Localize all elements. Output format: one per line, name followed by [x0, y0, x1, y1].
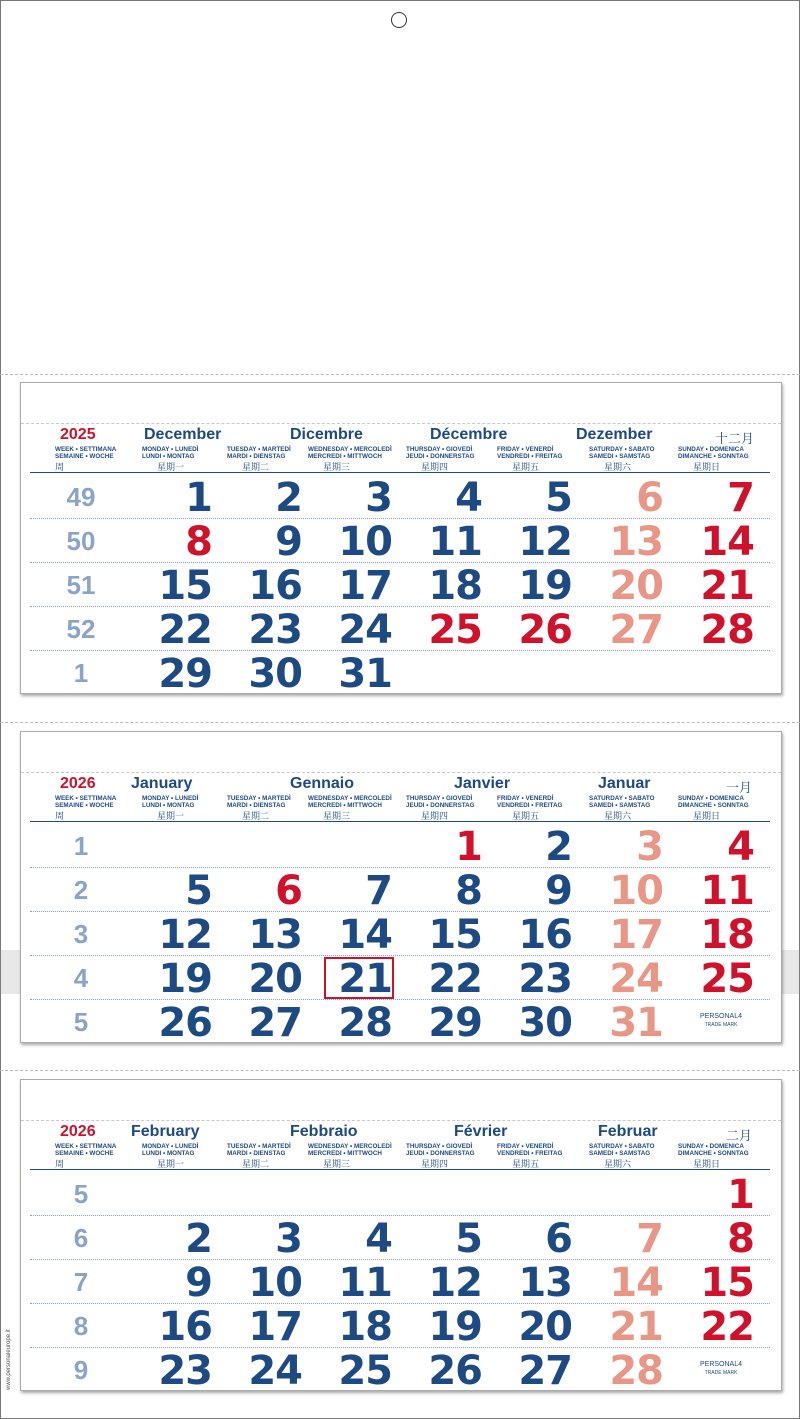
- month-panel: [20, 382, 782, 697]
- weekday-header-chinese: 星期二: [242, 462, 270, 472]
- day-number[interactable]: 25: [338, 1348, 392, 1394]
- week-number: 3: [73, 919, 89, 949]
- week-number: 5: [73, 1179, 89, 1209]
- day-number[interactable]: 11: [428, 519, 482, 565]
- month-name: Décembre: [430, 426, 508, 443]
- day-number[interactable]: 12: [518, 519, 572, 565]
- weekday-header-en-it: SATURDAY • SABATO: [589, 1143, 655, 1150]
- month-name: February: [131, 1123, 200, 1140]
- day-number[interactable]: 5: [545, 475, 572, 521]
- day-number[interactable]: 5: [455, 1216, 482, 1262]
- month-name: Febbraio: [290, 1123, 358, 1140]
- day-number[interactable]: 28: [338, 1000, 392, 1046]
- weekday-header-en-it: THURSDAY • GIOVEDÌ: [406, 446, 473, 453]
- weekday-header-en-it: SATURDAY • SABATO: [589, 446, 655, 453]
- year-label: 2025: [60, 426, 96, 443]
- weekday-header-fr-de: DIMANCHE • SONNTAG: [678, 453, 749, 460]
- weekday-header-fr-de: SEMAINE • WOCHE: [55, 1150, 114, 1157]
- day-number[interactable]: 18: [428, 563, 482, 609]
- weekday-header-en-it: THURSDAY • GIOVEDÌ: [406, 795, 473, 802]
- day-number[interactable]: 6: [636, 475, 663, 521]
- day-number[interactable]: 10: [609, 868, 663, 914]
- day-number[interactable]: 24: [248, 1348, 302, 1394]
- day-number[interactable]: 4: [727, 824, 754, 870]
- row-divider: [30, 650, 770, 651]
- day-number[interactable]: 27: [609, 607, 663, 653]
- day-number[interactable]: 7: [636, 1216, 663, 1262]
- day-number[interactable]: 29: [158, 651, 212, 697]
- weekday-header-chinese: 周: [55, 811, 65, 821]
- week-number: 8: [73, 1311, 89, 1341]
- trade-mark: TRADE MARK: [704, 1370, 738, 1376]
- weekday-header-chinese: 星期一: [157, 811, 185, 821]
- weekday-header: [227, 446, 291, 460]
- weekday-header: [589, 446, 655, 460]
- weekday-header: [406, 1143, 475, 1157]
- weekday-header-en-it: MONDAY • LUNEDÌ: [142, 1143, 199, 1150]
- day-number[interactable]: 27: [248, 1000, 302, 1046]
- weekday-header: [589, 1143, 655, 1157]
- weekday-header-chinese: 星期六: [604, 1159, 632, 1169]
- week-number: 50: [66, 526, 96, 556]
- day-number[interactable]: 15: [700, 1260, 754, 1306]
- month-name: Gennaio: [290, 775, 355, 792]
- weekday-header-chinese: 周: [55, 462, 65, 472]
- day-number[interactable]: 3: [636, 824, 663, 870]
- day-number[interactable]: 2: [275, 475, 302, 521]
- weekday-header-chinese: 星期五: [512, 462, 540, 472]
- day-number[interactable]: 29: [428, 1000, 482, 1046]
- day-number[interactable]: 11: [700, 868, 754, 914]
- week-number: 1: [73, 658, 89, 688]
- day-number[interactable]: 14: [338, 912, 392, 958]
- day-number[interactable]: 9: [545, 868, 572, 914]
- day-number[interactable]: 13: [248, 912, 302, 958]
- weekday-header: [497, 446, 562, 460]
- weekday-header-chinese: 星期一: [157, 462, 185, 472]
- weekday-header-chinese: 周: [55, 1159, 65, 1169]
- weekday-header-fr-de: LUNDI • MONTAG: [142, 802, 195, 809]
- weekday-header-en-it: MONDAY • LUNEDÌ: [142, 795, 199, 802]
- day-number[interactable]: 30: [518, 1000, 572, 1046]
- weekday-header-en-it: WEDNESDAY • MERCOLEDÌ: [308, 446, 392, 453]
- day-number[interactable]: 16: [248, 563, 302, 609]
- weekday-header-fr-de: VENDREDI • FREITAG: [497, 1150, 563, 1157]
- week-number: 51: [66, 570, 96, 600]
- day-number[interactable]: 2: [185, 1216, 212, 1262]
- weekday-header-en-it: TUESDAY • MARTEDÌ: [227, 795, 291, 802]
- header-divider: [30, 821, 770, 822]
- weekday-header-fr-de: MERCREDI • MITTWOCH: [308, 802, 382, 809]
- month-name: Februar: [598, 1123, 658, 1140]
- day-number[interactable]: 23: [518, 956, 572, 1002]
- year-label: 2026: [60, 1123, 96, 1140]
- day-number[interactable]: 24: [609, 956, 663, 1002]
- weekday-header-en-it: THURSDAY • GIOVEDÌ: [406, 1143, 473, 1150]
- month-name: Dicembre: [290, 426, 363, 443]
- day-number[interactable]: 9: [185, 1260, 212, 1306]
- day-number[interactable]: 25: [428, 607, 482, 653]
- weekday-header-en-it: SUNDAY • DOMENICA: [678, 1143, 744, 1150]
- day-number[interactable]: 16: [518, 912, 572, 958]
- day-number[interactable]: 28: [700, 607, 754, 653]
- month-name: January: [131, 775, 193, 792]
- trade-mark: TRADE MARK: [704, 1022, 738, 1028]
- weekday-header-fr-de: JEUDI • DONNERSTAG: [406, 1150, 475, 1157]
- hanging-hole-icon: [391, 12, 407, 28]
- weekday-header-fr-de: VENDREDI • FREITAG: [497, 453, 563, 460]
- weekday-header-en-it: SUNDAY • DOMENICA: [678, 446, 744, 453]
- week-number: 5: [73, 1007, 89, 1037]
- weekday-header-en-it: MONDAY • LUNEDÌ: [142, 446, 199, 453]
- day-number[interactable]: 6: [545, 1216, 572, 1262]
- weekday-header-en-it: SUNDAY • DOMENICA: [678, 795, 744, 802]
- weekday-header: [589, 795, 655, 809]
- day-number[interactable]: 11: [338, 1260, 392, 1306]
- day-number[interactable]: 22: [158, 607, 212, 653]
- day-number[interactable]: 26: [158, 1000, 212, 1046]
- weekday-header-chinese: 星期四: [421, 1159, 449, 1169]
- weekday-header: [55, 795, 116, 809]
- day-number[interactable]: 28: [609, 1348, 663, 1394]
- day-number[interactable]: 4: [455, 475, 482, 521]
- day-number[interactable]: 31: [609, 1000, 663, 1046]
- day-number[interactable]: 10: [248, 1260, 302, 1306]
- day-number[interactable]: 18: [700, 912, 754, 958]
- day-number[interactable]: 23: [248, 607, 302, 653]
- day-number[interactable]: 31: [338, 651, 392, 697]
- week-number: 52: [66, 614, 96, 644]
- weekday-header-fr-de: JEUDI • DONNERSTAG: [406, 453, 475, 460]
- weekday-header-fr-de: SEMAINE • WOCHE: [55, 453, 114, 460]
- week-number: 4: [73, 963, 89, 993]
- day-number[interactable]: 7: [365, 868, 392, 914]
- weekday-header-fr-de: SAMEDI • SAMSTAG: [589, 802, 651, 809]
- day-number[interactable]: 15: [428, 912, 482, 958]
- weekday-header-chinese: 星期二: [242, 1159, 270, 1169]
- week-number: 2: [73, 875, 89, 905]
- weekday-header: [308, 795, 392, 809]
- day-number[interactable]: 21: [338, 956, 392, 1002]
- weekday-header: [55, 446, 116, 460]
- month-name-chinese: 二月: [726, 1128, 753, 1143]
- weekday-header-fr-de: VENDREDI • FREITAG: [497, 802, 563, 809]
- weekday-header: [142, 1143, 198, 1157]
- weekday-header: [308, 446, 392, 460]
- side-website: www.personaleurope.it: [6, 1329, 12, 1390]
- weekday-header: [55, 1143, 116, 1157]
- week-number: 7: [73, 1267, 89, 1297]
- day-number[interactable]: 17: [248, 1304, 302, 1350]
- weekday-header: [227, 1143, 291, 1157]
- month-name: Dezember: [576, 426, 653, 443]
- week-number: 49: [66, 482, 96, 512]
- weekday-header-chinese: 星期三: [323, 811, 351, 821]
- weekday-header: [678, 795, 749, 809]
- weekday-header-en-it: WEEK • SETTIMANA: [55, 446, 117, 453]
- header-divider: [30, 1169, 770, 1170]
- weekday-header-fr-de: JEUDI • DONNERSTAG: [406, 802, 475, 809]
- day-number[interactable]: 14: [609, 1260, 663, 1306]
- day-number[interactable]: 14: [700, 519, 754, 565]
- weekday-header-chinese: 星期五: [512, 811, 540, 821]
- day-number[interactable]: 3: [275, 1216, 302, 1262]
- weekday-header-en-it: WEEK • SETTIMANA: [55, 795, 117, 802]
- brand-logo: [700, 1361, 742, 1377]
- day-number[interactable]: 27: [518, 1348, 572, 1394]
- day-number[interactable]: 20: [518, 1304, 572, 1350]
- day-number[interactable]: 26: [428, 1348, 482, 1394]
- weekday-header-fr-de: SEMAINE • WOCHE: [55, 802, 114, 809]
- weekday-header-fr-de: MARDI • DIENSTAG: [227, 1150, 286, 1157]
- day-number[interactable]: 18: [338, 1304, 392, 1350]
- header-divider: [30, 472, 770, 473]
- day-number[interactable]: 2: [545, 824, 572, 870]
- fold-line: [0, 374, 800, 375]
- weekday-header-fr-de: MARDI • DIENSTAG: [227, 453, 286, 460]
- weekday-header-fr-de: DIMANCHE • SONNTAG: [678, 802, 749, 809]
- day-number[interactable]: 7: [727, 475, 754, 521]
- day-number[interactable]: 6: [275, 868, 302, 914]
- weekday-header-en-it: FRIDAY • VENERDÌ: [497, 795, 554, 802]
- weekday-header-en-it: WEDNESDAY • MERCOLEDÌ: [308, 1143, 392, 1150]
- day-number[interactable]: 1: [185, 475, 212, 521]
- weekday-header-chinese: 星期六: [604, 811, 632, 821]
- day-number[interactable]: 9: [275, 519, 302, 565]
- weekday-header-chinese: 星期日: [693, 462, 721, 472]
- month-name-chinese: 一月: [726, 780, 753, 795]
- weekday-header-fr-de: MARDI • DIENSTAG: [227, 802, 286, 809]
- day-number[interactable]: 8: [455, 868, 482, 914]
- day-number[interactable]: 20: [609, 563, 663, 609]
- day-number[interactable]: 16: [158, 1304, 212, 1350]
- day-number[interactable]: 17: [609, 912, 663, 958]
- brand-name: PERSONAL4: [700, 1361, 743, 1368]
- month-name: Janvier: [454, 775, 511, 792]
- day-number[interactable]: 19: [158, 956, 212, 1002]
- day-number[interactable]: 25: [700, 956, 754, 1002]
- day-number[interactable]: 22: [700, 1304, 754, 1350]
- day-number[interactable]: 10: [338, 519, 392, 565]
- weekday-header-chinese: 星期五: [512, 1159, 540, 1169]
- day-number[interactable]: 19: [518, 563, 572, 609]
- weekday-header-fr-de: MERCREDI • MITTWOCH: [308, 453, 382, 460]
- weekday-header-en-it: WEDNESDAY • MERCOLEDÌ: [308, 795, 392, 802]
- day-number[interactable]: 30: [248, 651, 302, 697]
- day-number[interactable]: 4: [365, 1216, 392, 1262]
- day-number[interactable]: 1: [727, 1172, 754, 1218]
- day-number[interactable]: 1: [455, 824, 482, 870]
- month-name-chinese: 十二月: [715, 431, 755, 446]
- day-number[interactable]: 3: [365, 475, 392, 521]
- brand-logo: [700, 1013, 742, 1029]
- weekday-header: [406, 795, 475, 809]
- day-number[interactable]: 13: [609, 519, 663, 565]
- weekday-header-chinese: 星期四: [421, 462, 449, 472]
- weekday-header-fr-de: MERCREDI • MITTWOCH: [308, 1150, 382, 1157]
- weekday-header: [142, 795, 198, 809]
- month-name: Février: [454, 1123, 508, 1140]
- weekday-header-chinese: 星期日: [693, 811, 721, 821]
- selected-day-frame[interactable]: [324, 956, 394, 1002]
- day-number[interactable]: 12: [428, 1260, 482, 1306]
- weekday-header-en-it: TUESDAY • MARTEDÌ: [227, 446, 291, 453]
- weekday-header: [678, 1143, 749, 1157]
- panel-top-line: [21, 1120, 781, 1121]
- day-number[interactable]: 22: [428, 956, 482, 1002]
- month-name: December: [144, 426, 222, 443]
- day-number[interactable]: 21: [609, 1304, 663, 1350]
- weekday-header-fr-de: DIMANCHE • SONNTAG: [678, 1150, 749, 1157]
- day-number[interactable]: 12: [158, 912, 212, 958]
- weekday-header: [497, 795, 562, 809]
- day-number[interactable]: 19: [428, 1304, 482, 1350]
- day-number[interactable]: 26: [518, 607, 572, 653]
- day-number[interactable]: 17: [338, 563, 392, 609]
- weekday-header-chinese: 星期二: [242, 811, 270, 821]
- month-name: Januar: [598, 775, 651, 792]
- day-number[interactable]: 8: [727, 1216, 754, 1262]
- day-number[interactable]: 15: [158, 563, 212, 609]
- weekday-header-chinese: 星期三: [323, 1159, 351, 1169]
- day-number[interactable]: 21: [700, 563, 754, 609]
- day-number[interactable]: 20: [248, 956, 302, 1002]
- weekday-header: [406, 446, 475, 460]
- weekday-header-en-it: TUESDAY • MARTEDÌ: [227, 1143, 291, 1150]
- fold-line: [0, 722, 800, 723]
- weekday-header-en-it: FRIDAY • VENERDÌ: [497, 1143, 554, 1150]
- day-number[interactable]: 13: [518, 1260, 572, 1306]
- weekday-header-en-it: FRIDAY • VENERDÌ: [497, 446, 554, 453]
- weekday-header-chinese: 星期六: [604, 462, 632, 472]
- day-number[interactable]: 23: [158, 1348, 212, 1394]
- weekday-header-chinese: 星期四: [421, 811, 449, 821]
- weekday-header-chinese: 星期一: [157, 1159, 185, 1169]
- fold-line: [0, 1070, 800, 1071]
- weekday-header: [308, 1143, 392, 1157]
- weekday-header-en-it: SATURDAY • SABATO: [589, 795, 655, 802]
- weekday-header-chinese: 星期日: [693, 1159, 721, 1169]
- weekday-header-fr-de: SAMEDI • SAMSTAG: [589, 1150, 651, 1157]
- week-number: 6: [73, 1223, 89, 1253]
- weekday-header: [678, 446, 749, 460]
- week-number: 1: [73, 831, 89, 861]
- brand-name: PERSONAL4: [700, 1013, 743, 1020]
- day-number[interactable]: 24: [338, 607, 392, 653]
- weekday-header-fr-de: LUNDI • MONTAG: [142, 1150, 195, 1157]
- week-number: 9: [73, 1355, 89, 1385]
- weekday-header: [497, 1143, 562, 1157]
- panel-top-line: [21, 423, 781, 424]
- day-number[interactable]: 5: [185, 868, 212, 914]
- weekday-header-fr-de: LUNDI • MONTAG: [142, 453, 195, 460]
- weekday-header-en-it: WEEK • SETTIMANA: [55, 1143, 117, 1150]
- panel-top-line: [21, 772, 781, 773]
- year-label: 2026: [60, 775, 96, 792]
- weekday-header: [227, 795, 291, 809]
- weekday-header-chinese: 星期三: [323, 462, 351, 472]
- weekday-header: [142, 446, 198, 460]
- weekday-header-fr-de: SAMEDI • SAMSTAG: [589, 453, 651, 460]
- day-number[interactable]: 8: [185, 519, 212, 565]
